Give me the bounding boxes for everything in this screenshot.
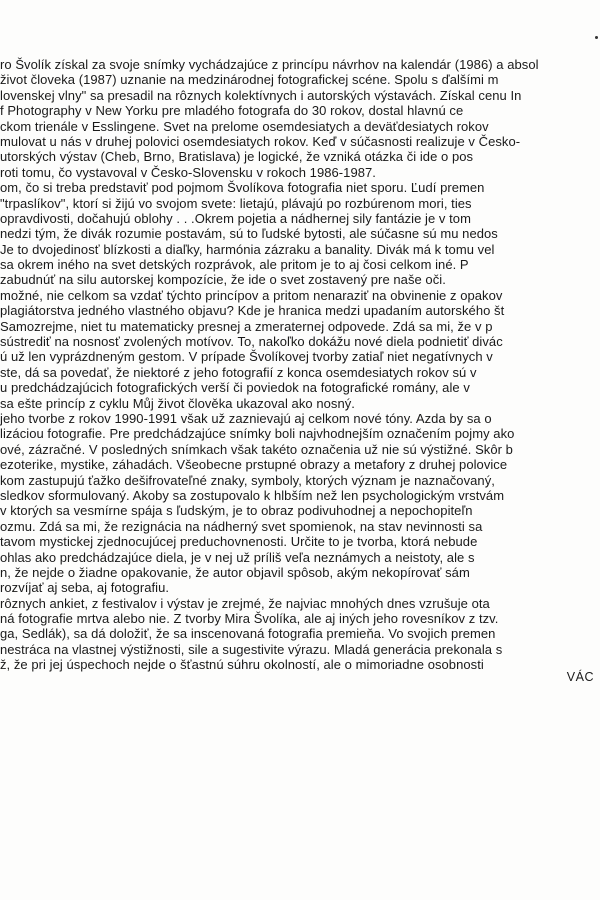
- article-text: [0, 57, 600, 673]
- text-line: n, že nejde o žiadne opakovanie, že autor objavil spôsob, akým nekopírovať sám: [0, 564, 470, 580]
- text-line: sústrediť na nosnosť zvolených motívov. To, nakoľko dokážu nové diela podnietiť divác: [0, 334, 503, 350]
- text-line: sledkov sformulovaný. Akoby sa zostupovalo k hlbším než len psychologickým vrstvám: [0, 487, 505, 503]
- page-mark: [595, 36, 598, 39]
- text-line: lizáciou fotografie. Pre predchádzajúce snímky boli najvhodnejším označením pojmy ako: [0, 426, 515, 442]
- text-line: možné, nie celkom sa vzdať týchto princípov a pritom nenaraziť na obvinenie z opakov: [0, 287, 503, 303]
- text-line: om, čo si treba predstaviť pod pojmom Švolíkova fotografia niet sporu. Ľudí premen: [0, 180, 485, 196]
- text-line: ro Švolík získal za svoje snímky vychádzajúce z princípu návrhov na kalendár (1986) a absol: [0, 57, 539, 72]
- text-line: ové, zázračné. V posledných snímkach však takéto označenia už nie sú výstižné. Skôr b: [0, 441, 513, 457]
- text-line: ozmu. Zdá sa mi, že rezignácia na nádherný svet spomienok, na stav nevinnosti sa: [0, 518, 483, 534]
- text-line: ga, Sedlák), sa dá doložiť, že sa inscenovaná fotografia premieňa. Vo svojich premen: [0, 626, 496, 642]
- text-line: zabudnúť na silu autorskej kompozície, že ide o svet zostavený pre naše oči.: [0, 272, 446, 288]
- author-signature: VÁC: [566, 670, 594, 684]
- text-line: lovenskej vlny" sa presadil na rôznych kolektívnych i autorských výstavách. Získal cenu In: [0, 87, 522, 103]
- text-line: roti tomu, čo vystavoval v Česko-Slovensku v rokoch 1986-1987.: [0, 164, 376, 180]
- text-line: v ktorých sa vesmírne spája s ľudským, je to obraz podivuhodnej a nepochopiteľn: [0, 503, 473, 519]
- text-line: ezoterike, mystike, záhadách. Všeobecne prstupné obrazy a metafory z druhej polovice: [0, 457, 508, 473]
- text-line: plagiátorstva jedného vlastného objavu? Kde je hranica medzi upadaním autorského št: [0, 303, 505, 319]
- text-line: ohlas ako predchádzajúce diela, je v nej už príliš veľa neznámych a neistoty, ale s: [0, 549, 475, 565]
- text-line: ú už len vyprázdneným gestom. V prípade Švolíkovej tvorby zatiaľ niet negatívnych v: [0, 349, 493, 365]
- text-line: ckom trienále v Esslingene. Svet na prelome osemdesiatych a deväťdesiatych rokov: [0, 118, 489, 134]
- text-line: ná fotografie mrtva alebo nie. Z tvorby Mira Švolíka, ale aj iných jeho rovesníkov z tzv.: [0, 611, 499, 627]
- text-line: f Photography v New Yorku pre mladého fotografa do 30 rokov, dostal hlavnú ce: [0, 103, 464, 119]
- text-line: "trpaslíkov", ktorí si žijú vo svojom svete: lietajú, plávajú po rozbúrenom mori, ties: [0, 195, 472, 211]
- text-line: kom zastupujú ťažko dešifrovateľné znaky, symboly, ktorých význam je naznačovaný,: [0, 472, 495, 488]
- text-line: u predchádzajúcich fotografických verší či poviedok na fotografické romány, ale v: [0, 380, 470, 396]
- text-line: ste, dá sa povedať, že niektoré z jeho fotografií z konca osemdesiatych rokov sú v: [0, 364, 477, 380]
- text-line: rozvíjať aj seba, aj fotografiu.: [0, 580, 170, 596]
- text-line: Je to dvojedinosť blízkosti a diaľky, harmónia zázraku a banality. Divák má k tomu vel: [0, 241, 495, 257]
- text-line: utorských výstav (Cheb, Brno, Bratislava) je logické, že vzniká otázka či ide o pos: [0, 149, 474, 165]
- text-line: život človeka (1987) uznanie na medzinárodnej fotografickej scéne. Spolu s ďalšími m: [0, 72, 499, 88]
- text-line: mulovat u nás v druhej polovici osemdesiatych rokov. Keď v súčasnosti realizuje v Česko-: [0, 133, 521, 149]
- text-line: nedzi tým, že divák rozumie postavám, sú to ľudské bytosti, ale súčasne sú mu nedos: [0, 226, 498, 242]
- text-line: Samozrejme, niet tu matematicky presnej a zmeraternej odpovede. Zdá sa mi, že v p: [0, 318, 493, 334]
- text-line: sa okrem iného na svet detských rozprávok, ale pritom je to aj čosi celkom iné. P: [0, 257, 469, 273]
- text-line: rôznych ankiet, z festivalov i výstav je zrejmé, že najviac mnohých dnes vzrušuje ota: [0, 595, 490, 611]
- text-line: ž, že pri jej úspechoch nejde o šťastnú súhru okolností, ale o mimoriadne osobnosti: [0, 657, 484, 673]
- text-line: sa ešte princíp z cyklu Můj život člověka ukazoval ako nosný.: [0, 395, 355, 411]
- text-line: nestráca na vlastnej výstižnosti, sile a sugestivite výrazu. Mladá generácia prekonala s: [0, 641, 503, 657]
- text-line: jeho tvorbe z rokov 1990-1991 však už zaznievajú aj celkom nové tóny. Azda by sa o: [0, 410, 492, 426]
- text-line: opravdivosti, dočahujú oblohy . . .Okrem pojetia a nádhernej sily fantázie je v tom: [0, 210, 471, 226]
- text-line: tavom mystickej zjednocujúcej preduchovnenosti. Určite to je tvorba, ktorá nebude: [0, 534, 478, 550]
